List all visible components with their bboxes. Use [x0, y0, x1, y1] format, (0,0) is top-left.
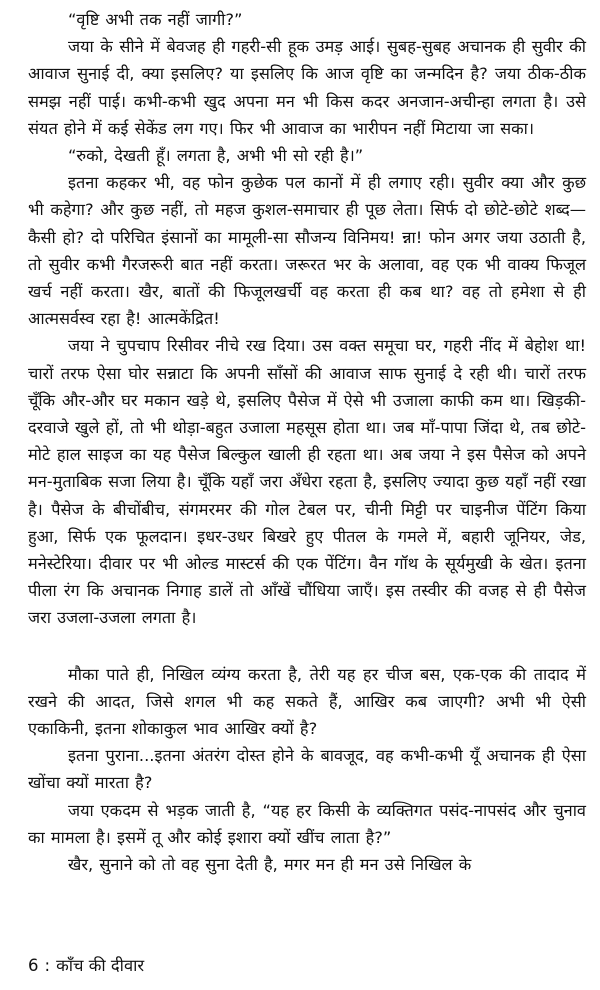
- paragraph-4: इतना कहकर भी, वह फोन कुछेक पल कानों में ही लगाए रही। सुवीर क्या और कुछ भी कहेगा? और कुछ नहीं, तो महज कुशल-समाचार ही पूछ लेता। सिर्फ दो छोटे-छोटे शब्द—कैसी हो? दो परिचित इंसानों का मामूली-सा सौजन्य विनिमय! न्ना! फोन अगर जया उठाती है, तो सुवीर कभी गैरजरूरी बात नहीं करता। जरूरत भर के अलावा, वह एक भी वाक्य फिजूल खर्च नहीं करता। खैर, बातों की फिजूलखर्ची वह करता ही कब था? वह तो हमेशा से ही आत्मसर्वस्व रहा है! आत्मकेंद्रित!: [28, 173, 586, 329]
- footer-separator: :: [44, 956, 51, 975]
- paragraph-5: जया ने चुपचाप रिसीवर नीचे रख दिया। उस वक्त समूचा घर, गहरी नींद में बेहोश था! चारों तरफ ऐसा घोर सन्नाटा कि अपनी साँसों की आवाज साफ सुनाई दे रही थी। चारों तरफ चूँकि और-और घर मकान खड़े थे, इसलिए पैसेज में ऐसे भी उजाला काफी कम था। खिड़की-दरवाजे खुले हों, तो भी थोड़ा-बहुत उजाला महसूस होता था। जब माँ-पापा जिंदा थे, तब छोटे-मोटे हाल साइज का यह पैसेज बिल्कुल खाली ही रहता था। अब जया ने इस पैसेज को अपने मन-मुताबिक सजा लिया है। चूँकि यहाँ जरा अँधेरा रहता है, इसलिए ज्यादा कुछ यहाँ नहीं रखा है। पैसेज के बीचोंबीच, संगमरमर की गोल टेबल पर, चीनी मिट्टी पर चाइनीज पेंटिंग किया हुआ, सिर्फ एक फूलदान। इधर-उधर बिखरे हुए पीतल के गमले में, बहारी जूनियर, जेड, मनेस्टेरिया। दीवार पर भी ओल्ड मास्टर्स की एक पेंटिंग। वैन गॉथ के सूर्यमुखी के खेत। इतना पीला रंग कि अचानक निगाह डालें तो आँखें चौंधिया जाएँ। इस तस्वीर की वजह से ही पैसेज जरा उजला-उजला लगता है।: [28, 336, 586, 628]
- paragraph-8: जया एकदम से भड़क जाती है, “यह हर किसी के व्यक्तिगत पसंद-नापसंद और चुनाव का मामला है। इसमें तू और कोई इशारा क्यों खींच लाता है?”: [28, 800, 586, 847]
- book-title: काँच की दीवार: [56, 956, 145, 975]
- paragraph-1: “वृष्टि अभी तक नहीं जागी?”: [68, 10, 243, 29]
- paragraph-2: जया के सीने में बेवजह ही गहरी-सी हूक उमड़ आई। सुबह-सुबह अचानक ही सुवीर की आवाज सुनाई दी, क्या इसलिए? या इसलिए कि आज वृष्टि का जन्मदिन है? जया ठीक-ठीक समझ नहीं पाई। कभी-कभी खुद अपना मन भी किस कदर अनजान-अचीन्हा लगता है। उसे संयत होने में कई सेकेंड लग गए। फिर भी आवाज का भारीपन नहीं मिटाया जा सका।: [28, 37, 586, 138]
- page-footer: [28, 954, 144, 978]
- paragraph-7: इतना पुराना...इतना अंतरंग दोस्त होने के बावजूद, वह कभी-कभी यूँ अचानक ही ऐसा खोंचा क्यों मारता है?: [28, 746, 586, 793]
- paragraph-6: मौका पाते ही, निखिल व्यंग्य करता है, तेरी यह हर चीज बस, एक-एक की तादाद में रखने की आदत, जिसे शगल भी कह सकते हैं, आखिर कब जाएगी? अभी भी ऐसी एकाकिनी, इतना शोकाकुल भाव आखिर क्यों है?: [28, 664, 586, 739]
- document-page: [28, 6, 586, 984]
- paragraph-9: खैर, सुनाने को तो वह सुना देती है, मगर मन ही मन उसे निखिल के: [68, 855, 472, 875]
- page-number: 6: [28, 956, 39, 975]
- paragraph-3: “रुको, देखती हूँ। लगता है, अभी भी सो रही है।”: [68, 146, 364, 166]
